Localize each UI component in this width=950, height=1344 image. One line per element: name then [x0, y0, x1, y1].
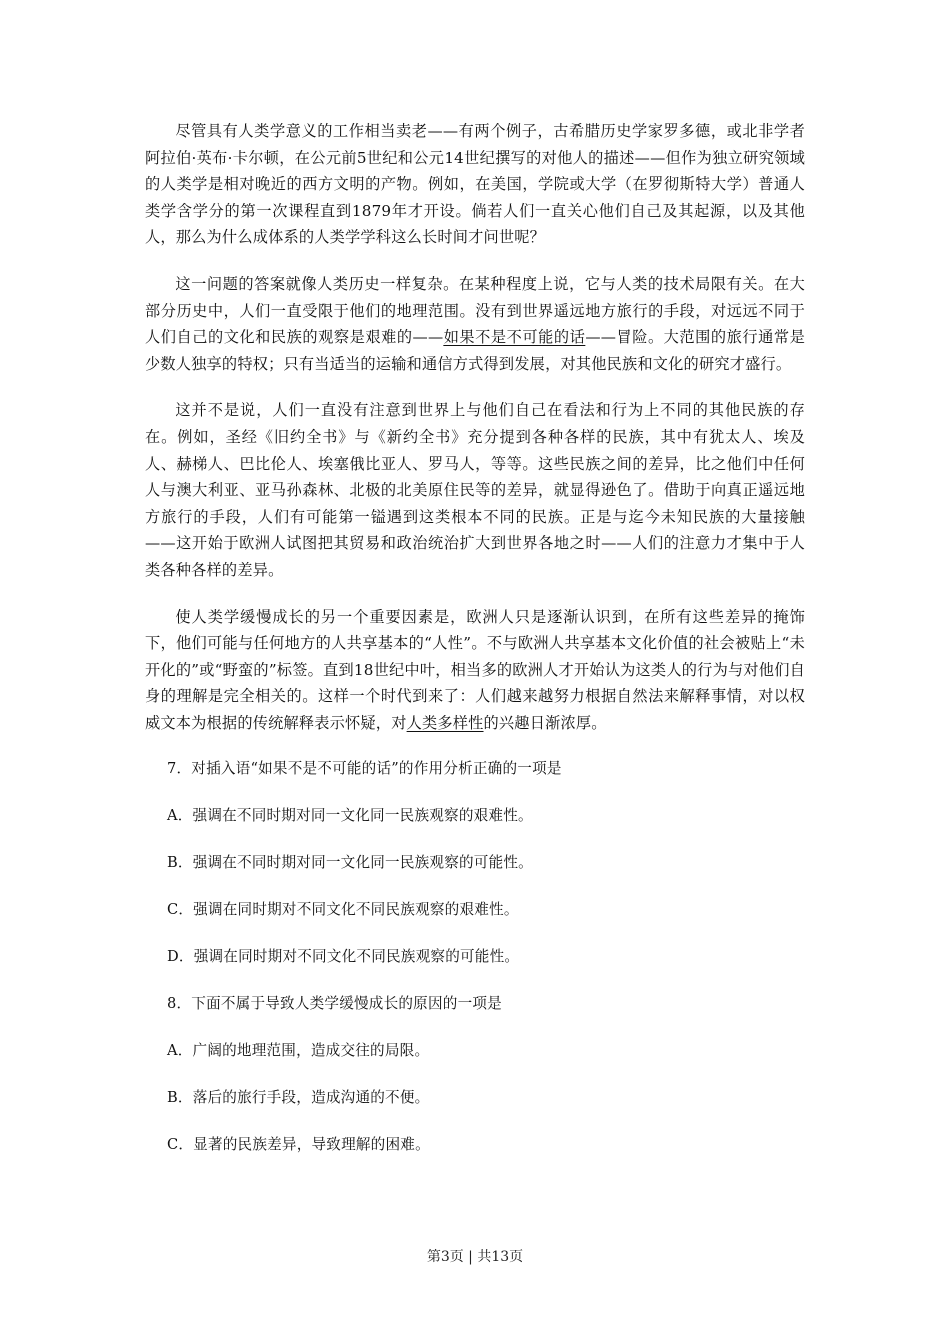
question-8-option-c: C．显著的民族差异，导致理解的困难。 — [167, 1136, 430, 1154]
paragraph-1-text: 尽管具有人类学意义的工作相当卖老——有两个例子，古希腊历史学家罗多德，或北非学者阿拉伯·英布·卡尔顿，在公元前5世纪和公元14世纪撰写的对他人的描述——但作为独立研究领域的人类学是相对晚近的西方文明的产物。例如，在美国，学院或大学（在罗彻斯特大学）普通人类学含学分的第一次课程直到1879年才开设。倘若人们一直关心他们自己及其起源，以及其他人，那么为什么成体系的人类学学科这么长时间才问世呢？ — [145, 122, 805, 247]
document-page — [145, 118, 805, 1179]
paragraph-2 — [145, 271, 805, 377]
paragraph-4-text-a: 使人类学缓慢成长的另一个重要因素是，欧洲人只是逐渐认识到，在所有这些差异的掩饰下，他们可能与任何地方的人共享基本的“人性”。不与欧洲人共享基本文化价值的社会被贴上“未开化的”或“野蛮的”标签。直到18世纪中叶，相当多的欧洲人才开始认为这类人的行为与对他们自身的理解是完全相关的。这样一个时代到来了：人们越来越努力根据自然法来解释事情，对以权威文本为根据的传统解释表示怀疑，对 — [145, 607, 805, 732]
question-7-option-c: C．强调在同时期对不同文化不同民族观察的艰难性。 — [167, 901, 519, 919]
paragraph-4 — [145, 604, 805, 737]
paragraph-4-text-b: 的兴趣日渐浓厚。 — [483, 713, 607, 732]
page-footer: 第3页 | 共13页 — [426, 1249, 524, 1265]
paragraph-3-text: 这并不是说，人们一直没有注意到世界上与他们自己在看法和行为上不同的其他民族的存在。例如，圣经《旧约全书》与《新约全书》充分提到各种各样的民族，其中有犹太人、埃及人、赫梯人、巴比伦人、埃塞俄比亚人、罗马人，等等。这些民族之间的差异，比之他们中任何人与澳大利亚、亚马孙森林、北极的北美原住民等的差异，就显得逊色了。借助于向真正遥远地方旅行的手段，人们有可能第一镒遇到这类根本不同的民族。正是与迄今未知民族的大量接触——这开始于欧洲人试图把其贸易和政治统治扩大到世界各地之时——人们的注意力才集中于人类各种各样的差异。 — [145, 401, 805, 579]
question-7-option-d: D．强调在同时期对不同文化不同民族观察的可能性。 — [167, 948, 520, 966]
question-7-stem: 7．对插入语“如果不是不可能的话”的作用分析正确的一项是 — [167, 760, 562, 778]
question-8-option-b: B．落后的旅行手段，造成沟通的不便。 — [167, 1089, 430, 1107]
paragraph-3 — [145, 397, 805, 583]
paragraph-2-text-b: ——冒险。大范围的旅行通常是少数人独享的特权；只有当适当的运输和通信方式得到发展，对其他民族和文化的研究才盛行。 — [145, 328, 805, 373]
question-8-option-a: A．广阔的地理范围，造成交往的局限。 — [167, 1042, 430, 1060]
paragraph-2-text-a: 这一问题的答案就像人类历史一样复杂。在某种程度上说，它与人类的技术局限有关。在大部分历史中，人们一直受限于他们的地理范围。没有到世界遥远地方旅行的手段，对远远不同于人们自己的文化和民族的观察是艰难的—— — [145, 274, 805, 347]
question-7-option-b: B．强调在不同时期对同一文化同一民族观察的可能性。 — [167, 854, 533, 872]
underlined-phrase-insertion: 如果不是不可能的话 — [443, 328, 586, 347]
question-7-option-a: A．强调在不同时期对同一文化同一民族观察的艰难性。 — [167, 807, 533, 825]
question-8-stem: 8．下面不属于导致人类学缓慢成长的原因的一项是 — [167, 995, 502, 1013]
underlined-phrase-diversity: 人类多样性 — [406, 713, 484, 732]
paragraph-1 — [145, 118, 805, 251]
